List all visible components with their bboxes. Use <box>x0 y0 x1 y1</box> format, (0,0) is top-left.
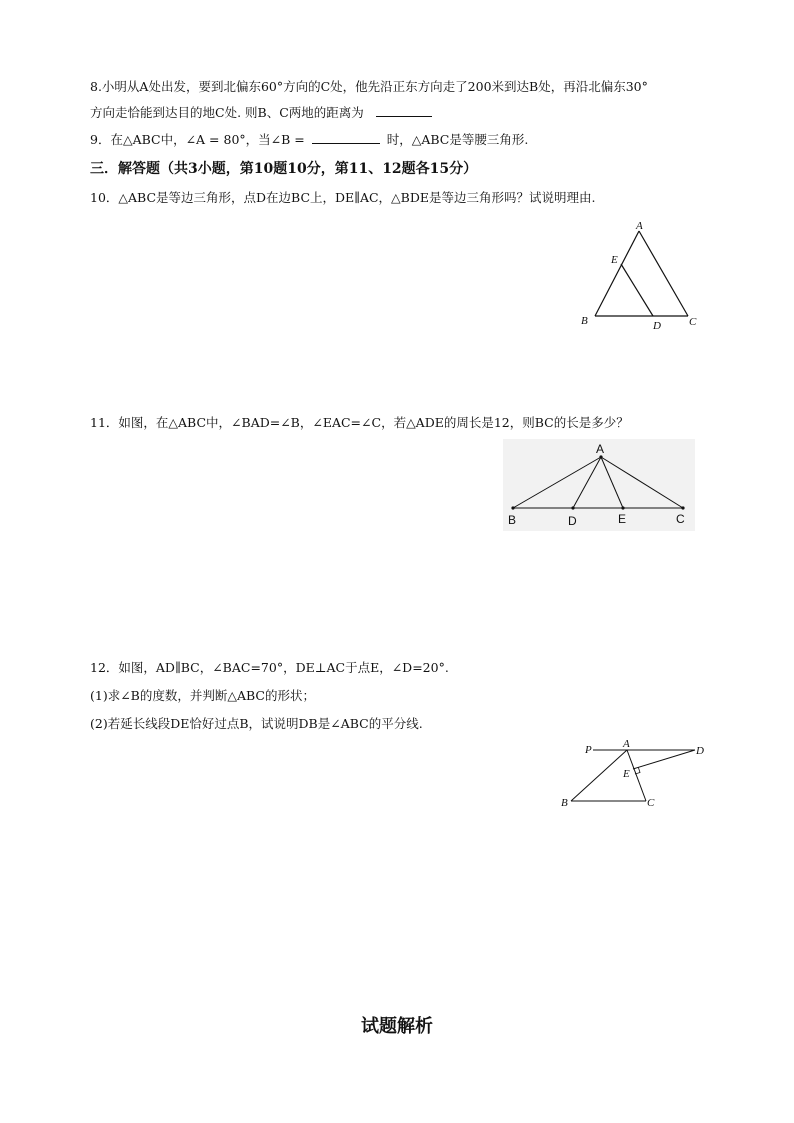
q12-label-C: C <box>647 797 655 809</box>
q9-part1: 9．在△ABC中，∠A = 80°，当∠B = <box>90 132 305 147</box>
q11-label-D: D <box>568 514 577 528</box>
q11-text: 11．如图，在△ABC中，∠BAD=∠B，∠EAC=∠C，若△ADE的周长是12，则BC的长是多少？ <box>90 415 629 430</box>
q9-answer-blank <box>312 131 380 144</box>
q8-line2-text: 方向走恰能到达目的地C处. 则B、C两地的距离为 <box>90 105 364 120</box>
q11-figure <box>503 439 695 531</box>
q10-label-E: E <box>611 254 618 266</box>
q11-point-E <box>621 506 624 509</box>
section-heading: 三．解答题（共3小题，第10题10分，第11、12题各15分） <box>90 161 478 177</box>
q10-side-AC <box>639 231 688 316</box>
q12-label-E: E <box>623 768 630 780</box>
q10-side-AB <box>595 231 639 316</box>
q10-label-D: D <box>653 320 661 332</box>
q8-line1: 8.小明从A处出发，要到北偏东60°方向的C处，他先沿正东方向走了200米到达B处，再沿北偏东30° <box>90 79 648 94</box>
q11-point-B <box>511 506 514 509</box>
q12-segment-DE <box>633 750 695 769</box>
q10-figure <box>575 218 710 338</box>
q10-text: 10．△ABC是等边三角形，点D在边BC上，DE∥AC，△BDE是等边三角形吗？试说明理由. <box>90 190 596 205</box>
q11-label-E: E <box>618 512 627 526</box>
q10-segment-DE <box>621 264 653 316</box>
q12-label-D: D <box>696 745 704 757</box>
q9-part2: 时，△ABC是等腰三角形. <box>386 132 529 147</box>
q11-label-C: C <box>676 512 685 526</box>
q12-side-AB <box>571 750 627 801</box>
q10-label-B: B <box>581 315 588 327</box>
q11-point-C <box>681 506 684 509</box>
q12-sub2: (2)若延长线段DE恰好过点B，试说明DB是∠ABC的平分线. <box>90 716 423 731</box>
q12-label-A: A <box>623 738 630 750</box>
q12-figure <box>555 736 715 814</box>
explanation-title: 试题解析 <box>361 1016 433 1037</box>
q12-label-B: B <box>561 797 568 809</box>
q12-side-AC <box>627 750 646 801</box>
q12-sub1: (1)求∠B的度数，并判断△ABC的形状； <box>90 688 315 703</box>
q11-label-A: A <box>596 442 605 456</box>
q9-line <box>90 131 528 149</box>
q12-text: 12．如图，AD∥BC，∠BAC=70°，DE⊥AC于点E，∠D=20°. <box>90 660 449 675</box>
q11-label-B: B <box>508 513 517 527</box>
q12-label-P: P <box>585 744 592 756</box>
q11-point-D <box>571 506 574 509</box>
q8-line2 <box>90 104 432 122</box>
q10-label-A: A <box>636 220 643 232</box>
q8-answer-blank <box>376 104 432 117</box>
q10-label-C: C <box>689 316 697 328</box>
